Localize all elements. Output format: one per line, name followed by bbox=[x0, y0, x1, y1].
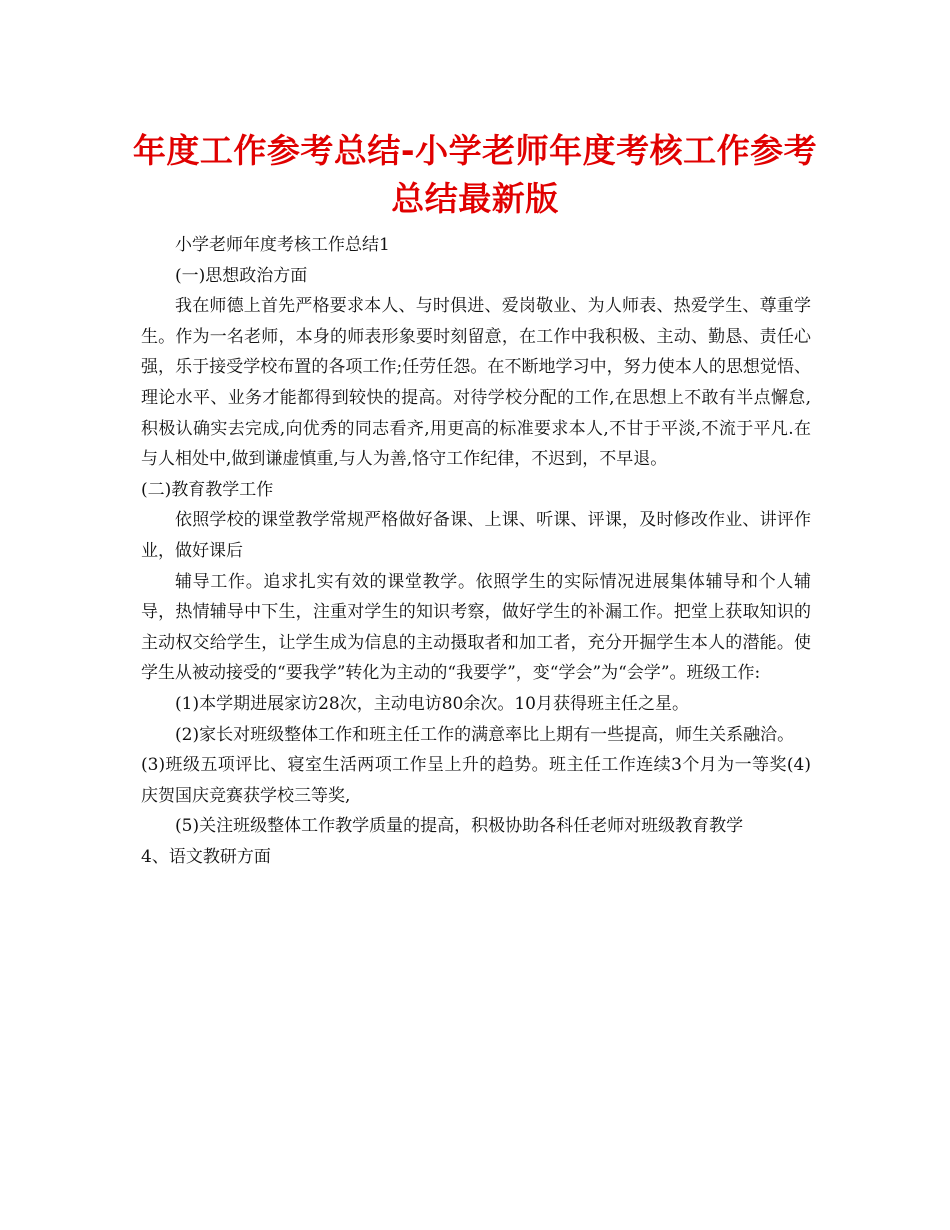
paragraph-tutoring: 辅导工作。追求扎实有效的课堂教学。依照学生的实际情况进展集体辅导和个人辅导，热情辅导中下生，注重对学生的知识考察，做好学生的补漏工作。把堂上获取知识的主动权交给学生，让学生成为信息的主动摄取者和加工者，充分开掘学生本人的潜能。使学生从被动接受的“要我学”转化为主动的“我要学”，变“学会”为“会学”。班级工作: bbox=[141, 571, 811, 684]
list-item-quality: (5)关注班级整体工作教学质量的提高，积极协助各科任老师对班级教育教学 bbox=[175, 816, 744, 837]
list-item-satisfaction: (2)家长对班级整体工作和班主任工作的满意率比上期有一些提高，师生关系融洽。 bbox=[175, 724, 795, 745]
list-item-home-visits: (1)本学期进展家访28次，主动电访80余次。10月获得班主任之星。 bbox=[175, 693, 689, 714]
section-heading-summary: 小学老师年度考核工作总结1 bbox=[175, 235, 390, 255]
paragraph-political: 我在师德上首先严格要求本人、与时俱进、爱岗敬业、为人师表、热爱学生、尊重学生。作为一名老师，本身的师表形象要时刻留意，在工作中我积极、主动、勤恳、责任心强，乐于接受学校布置的各项工作;任劳任怨。在不断地学习中，努力使本人的思想觉悟、理论水平、业务才能都得到较快的提高。对待学校分配的工作,在思想上不敢有半点懈怠,积极认确实去完成,向优秀的同志看齐,用更高的标准要求本人,不甘于平淡,不流于平凡.在与人相处中,做到谦虚慎重,与人为善,恪守工作纪律，不迟到，不早退。 bbox=[141, 296, 811, 470]
section-heading-political: (一)思想政治方面 bbox=[175, 265, 308, 286]
section-heading-research: 4、语文教研方面 bbox=[141, 846, 271, 867]
document-body bbox=[141, 230, 811, 872]
section-heading-teaching: (二)教育教学工作 bbox=[141, 479, 274, 500]
document-title: 年度工作参考总结-小学老师年度考核工作参考总结最新版 bbox=[132, 131, 818, 218]
paragraph-teaching-routine: 依照学校的课堂教学常规严格做好备课、上课、听课、评课，及时修改作业、讲评作业，做好课后 bbox=[141, 510, 811, 561]
list-item-evaluation-awards: (3)班级五项评比、寝室生活两项工作呈上升的趋势。班主任工作连续3个月为一等奖(4)庆贺国庆竞赛获学校三等奖, bbox=[141, 755, 811, 806]
